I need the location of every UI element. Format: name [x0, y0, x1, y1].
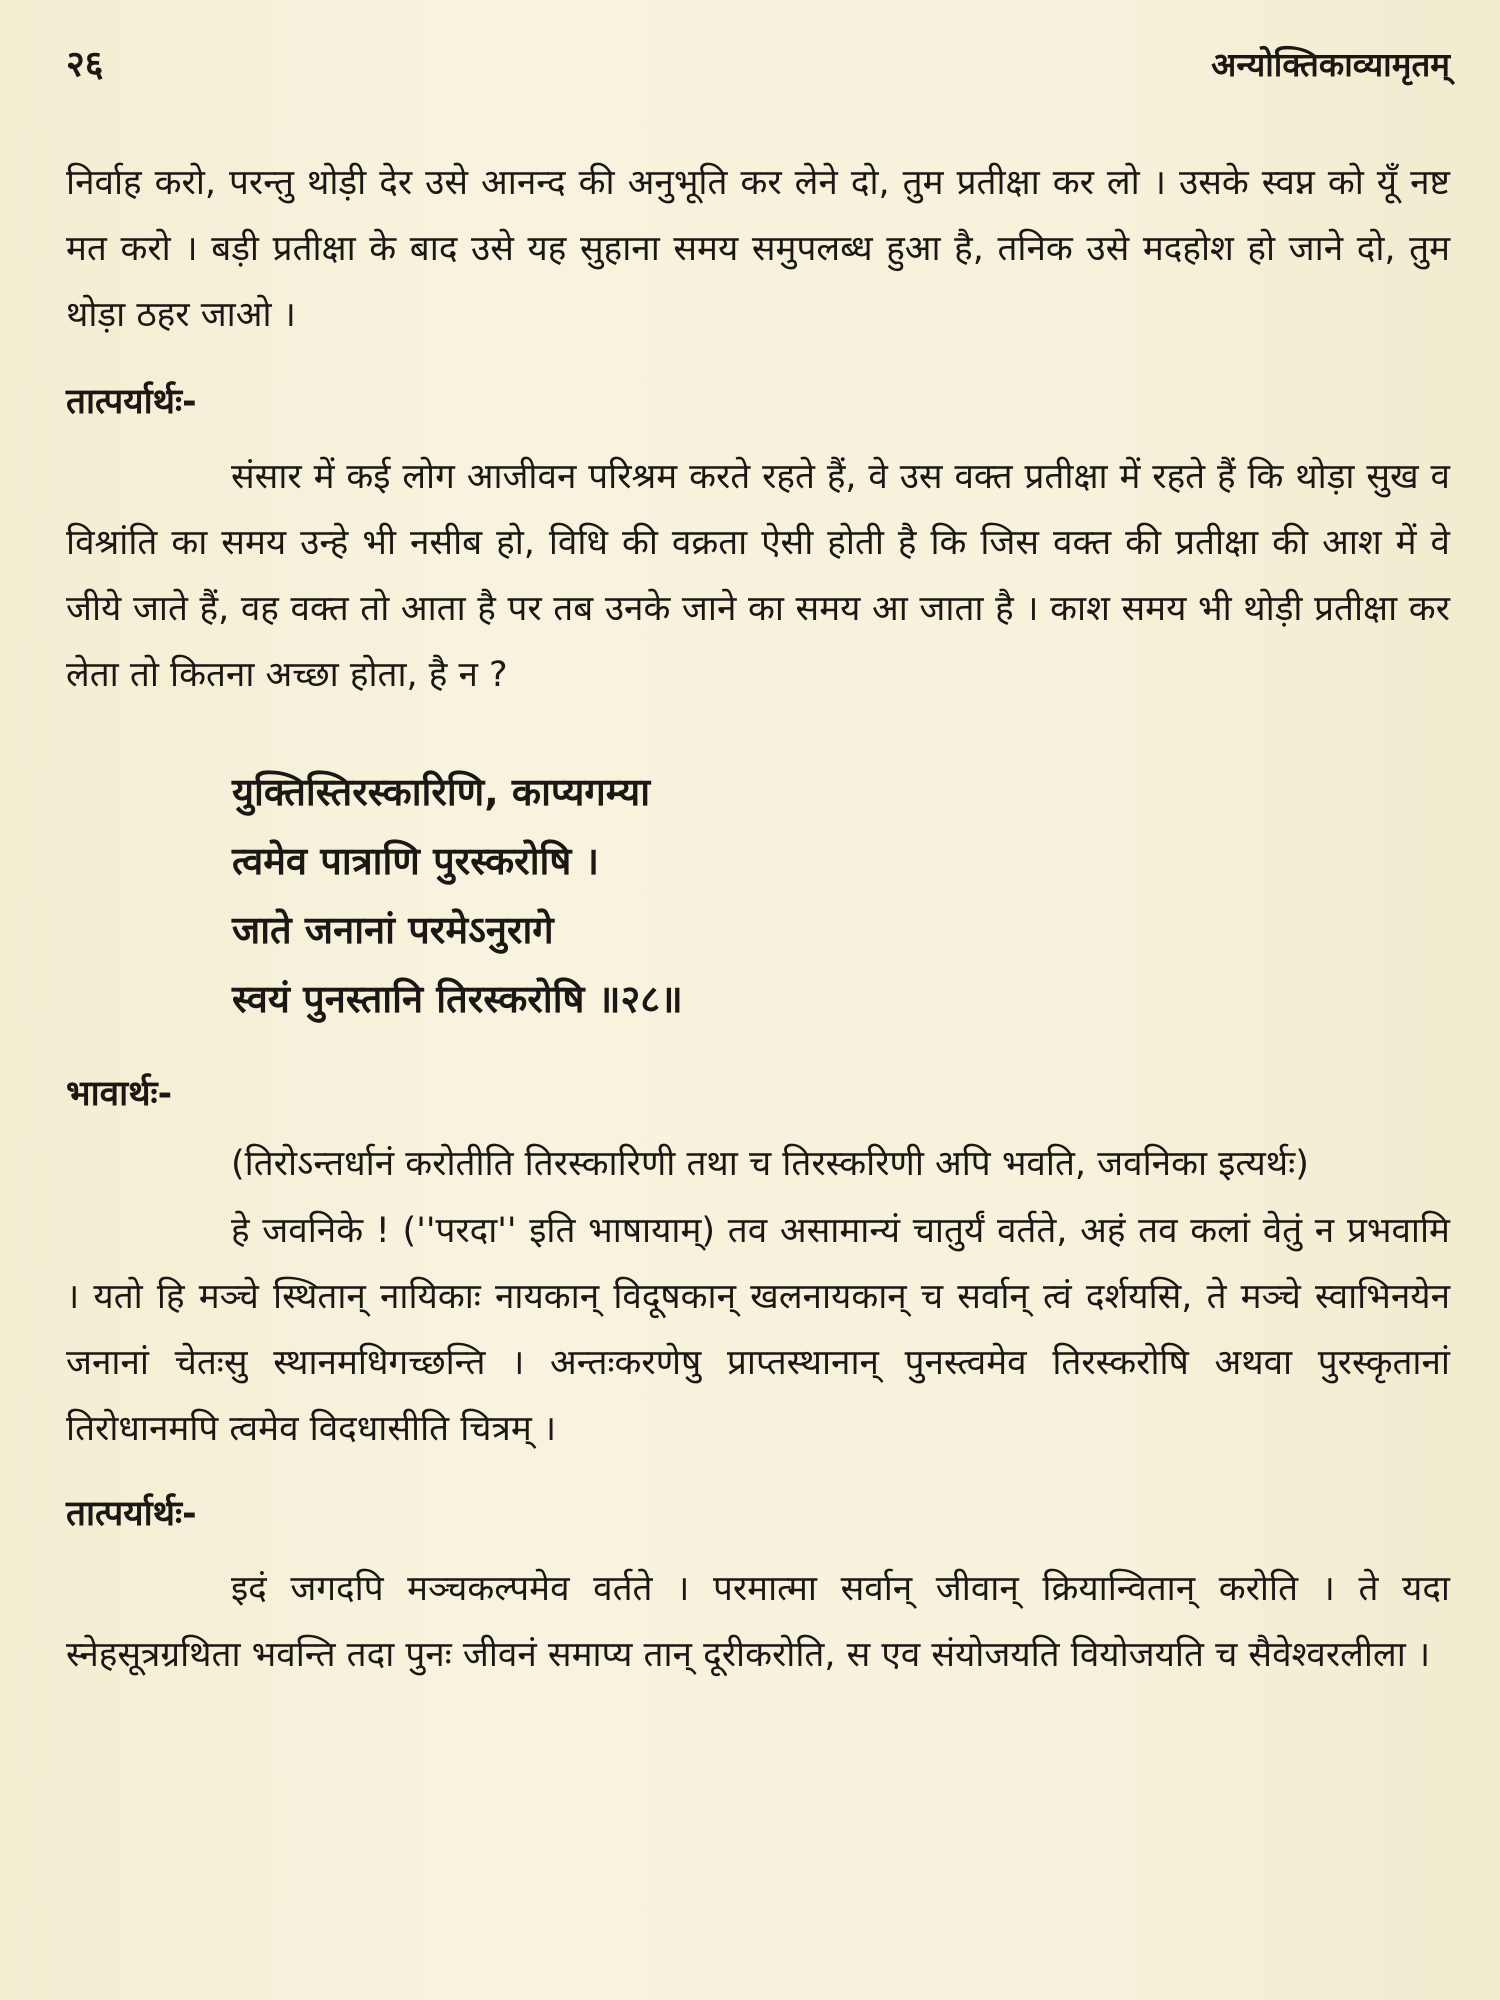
- page-number: २६: [66, 44, 104, 85]
- tatparya-heading-2: तात्पर्यार्थः-: [66, 1494, 197, 1534]
- tatparya-paragraph-1: संसार में कई लोग आजीवन परिश्रम करते रहते हैं, वे उस वक्त प्रतीक्षा में रहते हैं कि थोड़ा सुख व विश्रांति का समय उन्हे भी नसीब हो, विधि की वक्रता ऐसी होती है कि जिस वक्त की प्रतीक्षा की आश में वे जीये जाते हैं, वह वक्त तो आता है पर तब उनके जाने का समय आ जाता है । काश समय भी थोड़ी प्रतीक्षा कर लेता तो कितना अच्छा होता, है न ?: [66, 457, 1450, 695]
- verse-line: युक्तिस्तिरस्कारिणि, काप्यगम्या: [232, 770, 651, 814]
- bhavartha-paragraph: हे जवनिके ! (''परदा'' इति भाषायाम्) तव असामान्यं चातुर्यं वर्तते, अहं तव कलां वेतुं न प्रभवामि । यतो हि मञ्चे स्थितान् नायिकाः नायकान् विदूषकान् खलनायकान् च सर्वान् त्वं दर्शयसि, ते मञ्चे स्वाभिनयेन जनानां चेतःसु स्थानमधिगच्छन्ति । अन्तःकरणेषु प्राप्तस्थानान् पुनस्त्वमेव तिरस्करोषि अथवा पुरस्कृतानां तिरोधानमपि त्वमेव विदधासीति चित्रम् ।: [66, 1211, 1450, 1449]
- tatparya-paragraph-2: इदं जगदपि मञ्चकल्पमेव वर्तते । परमात्मा सर्वान् जीवान् क्रियान्वितान् करोति । ते यदा स्नेहसूत्रग्रथिता भवन्ति तदा पुनः जीवनं समाप्य तान् दूरीकरोति, स एव संयोजयति वियोजयति च सैवेश्वरलीला ।: [66, 1569, 1450, 1675]
- tatparya-heading-1: तात्पर्यार्थः-: [66, 382, 197, 422]
- bhavartha-note: (तिरोऽन्तर्धानं करोतीति तिरस्कारिणी तथा च तिरस्करिणी अपि भवति, जवनिका इत्यर्थः): [231, 1144, 1309, 1184]
- book-title: अन्योक्तिकाव्यामृतम्: [1211, 45, 1450, 84]
- hindi-meaning-paragraph: निर्वाह करो, परन्तु थोड़ी देर उसे आनन्द की अनुभूति कर लेने दो, तुम प्रतीक्षा कर लो । उसके स्वप्न को यूँ नष्ट मत करो । बड़ी प्रतीक्षा के बाद उसे यह सुहाना समय समुपलब्ध हुआ है, तनिक उसे मदहोश हो जाने दो, तुम थोड़ा ठहर जाओ ।: [66, 163, 1450, 335]
- verse-line: जाते जनानां परमेऽनुरागे: [232, 908, 554, 952]
- verse-line: स्वयं पुनस्तानि तिरस्करोषि ॥२८॥: [232, 977, 683, 1021]
- bhavartha-heading: भावार्थः-: [66, 1074, 173, 1114]
- sanskrit-verse: [232, 758, 1450, 1034]
- verse-line: त्वमेव पात्राणि पुरस्करोषि ।: [232, 839, 599, 883]
- page-header: [66, 38, 1450, 98]
